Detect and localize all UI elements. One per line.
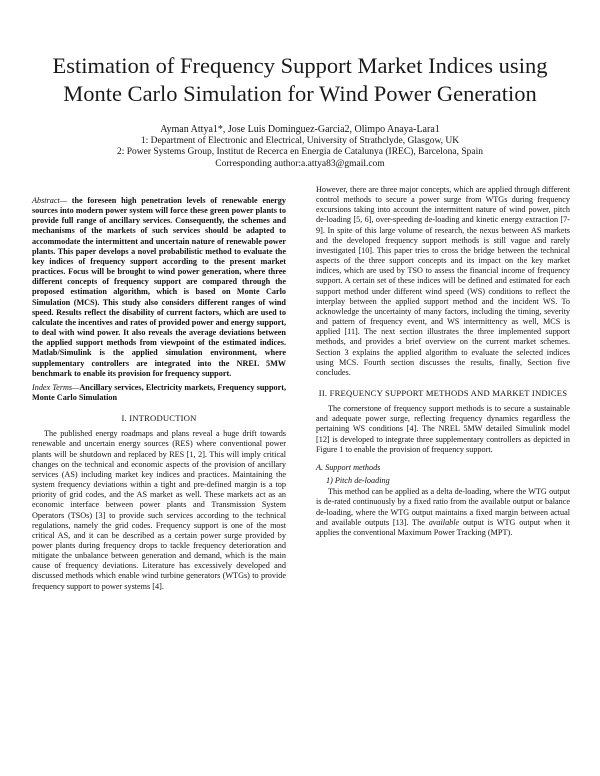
pitch-deloading-paragraph [316,487,570,538]
author-names: Ayman Attya1*, Jose Luis Dominguez-Garcia2, Olimpo Anaya-Lara1 [160,124,440,135]
affiliation-1: 1: Department of Electronic and Electrical, University of Strathclyde, Glasgow, UK [140,135,460,146]
corresponding-author: Corresponding author:a.attya83@gmail.com [215,158,385,169]
index-terms-text: Ancillary services, Electricity markets, Frequency support, Monte Carlo Simulation [32,382,287,402]
title-line-2: Monte Carlo Simulation for Wind Power Generation [63,81,537,106]
section-2-paragraph: The cornerstone of frequency support methods is to secure a sustainable and adequate power surge, reflecting frequency dynamics regardless the pertaining WS conditions [4]. The NREL 5MW detailed Simulink model [12] is developed to integrate three supplementary controllers as depicted in Figure 1 to enable the provision of frequency support. [316,404,570,454]
affiliation-2: 2: Power Systems Group, Institut de Recerca en Energia de Catalunya (IREC), Barcelona, Spain [116,147,483,158]
introduction-paragraph: The published energy roadmaps and plans reveal a huge drift towards renewable and uncertain energy sources (RES) where conventional power plants will be shutdown and replaced by RES [1, 2]. This will imply critical changes on the technical and economic aspects of the provision of ancillary services (AS) including market key indices and practices. Maintaining the system frequency deviations within a tight and pre-defined margin is a top priority of grid codes, and the AS market as well. These markets act as an economic interface between power plants and Transmission System Operators (TSOs) [3] to provide such services according to the technical regulations, namely the grid codes. Frequency support is one of the most critical AS, and it can be described as a certain power surge provided by power plants during frequency drops to tackle frequency deterioration and mitigate the unbalance between generation and demand, which is the main cause of frequency deviations. Literature has excessively developed and discussed methods which enable wind turbine generators (WTGs) to provide frequency support to power systems [4]. [32,429,286,591]
abstract-text: the foreseen high penetration levels of renewable energy sources into modern power system will force these green power plants to provide full range of ancillary services. Consequently, the schemes and mechanisms of the markets of such services should be adapted to accommodate the intermittent and uncertain nature of renewable power plants. This paper develops a novel probabilistic method to evaluate the key indices of frequency support according to the present market practices. Focus will be brought to wind power generation, where three different concepts of frequency support are compared through the proposed estimation algorithm, which is based on Monte Carlo Simulation (MCS). This study also considers different ranges of wind speed. Results reflect the disability of current factors, which are used to calculate the incentives and rates of provided power and energy support, to deal with wind power. It also reveals the average deviations between the applied support methods from viewpoint of the estimated indices. Matlab/Simulink is the applied simulation environment, where supplementary controllers are integrated into the NREL 5MW benchmark to enable its provision for frequency support. [32,196,286,378]
right-column [316,185,570,538]
abstract [32,196,286,379]
title-line-1: Estimation of Frequency Support Market Indices using [52,53,548,78]
index-terms [32,383,286,403]
left-column [32,196,286,592]
subsubsection-1-heading: 1) Pitch de-loading [326,476,390,486]
section-2-heading: II. FREQUENCY SUPPORT METHODS AND MARKET INDICES [318,387,568,398]
section-1-heading: I. INTRODUCTION [121,413,197,424]
introduction-continuation: However, there are three major concepts, which are applied through different control methods to secure a power surge from WTGs during frequency excursions taking into account the intermittent nature of wind power, pitch de-loading [5, 6], over-speeding de-loading and kinetic energy extraction [7-9]. In spite of this large volume of research, the nexus between AS markets and the developed frequency support methods is still vague and rarely investigated [10]. This paper tries to cross the bridge between the technical aspects of the three support concepts and its impact on the key market indices, which are used by TSO to assess the financial income of frequency support. A certain set of these indices will be defined and estimated for each support method under different wind speed (WS) conditions to reflect the interplay between the applied support method and the incident WS. To acknowledge the uncertainty of many factors, including the timing, severity and pattern of frequency event, and WS intermittency as well, MCS is applied [11]. The next section illustrates the three implemented support methods, and provides a brief overview on the current market schemes. Section 3 explains the applied algorithm to evaluate the selected indices using MCS. Fourth section discusses the results, finally, Section five concludes. [316,185,570,377]
abstract-label: Abstract— [32,196,68,205]
subsection-a-heading: A. Support methods [316,462,381,472]
paper-title [20,52,580,108]
author-block [60,124,540,170]
pitch-text-1: This method can be applied as a delta de-loading, where the WTG output is de-rated continuously by a fixed ratio from the available output or balance de-loading, where the WTG output maintains a fixed margin between actual and available outputs [13]. The [316,487,570,527]
pitch-italic: available [428,517,460,527]
pitch-text-2: output is WTG output when it applies the conventional Maximum Power Tracking (MPT). [316,517,570,537]
index-terms-label: Index Terms— [32,382,80,392]
